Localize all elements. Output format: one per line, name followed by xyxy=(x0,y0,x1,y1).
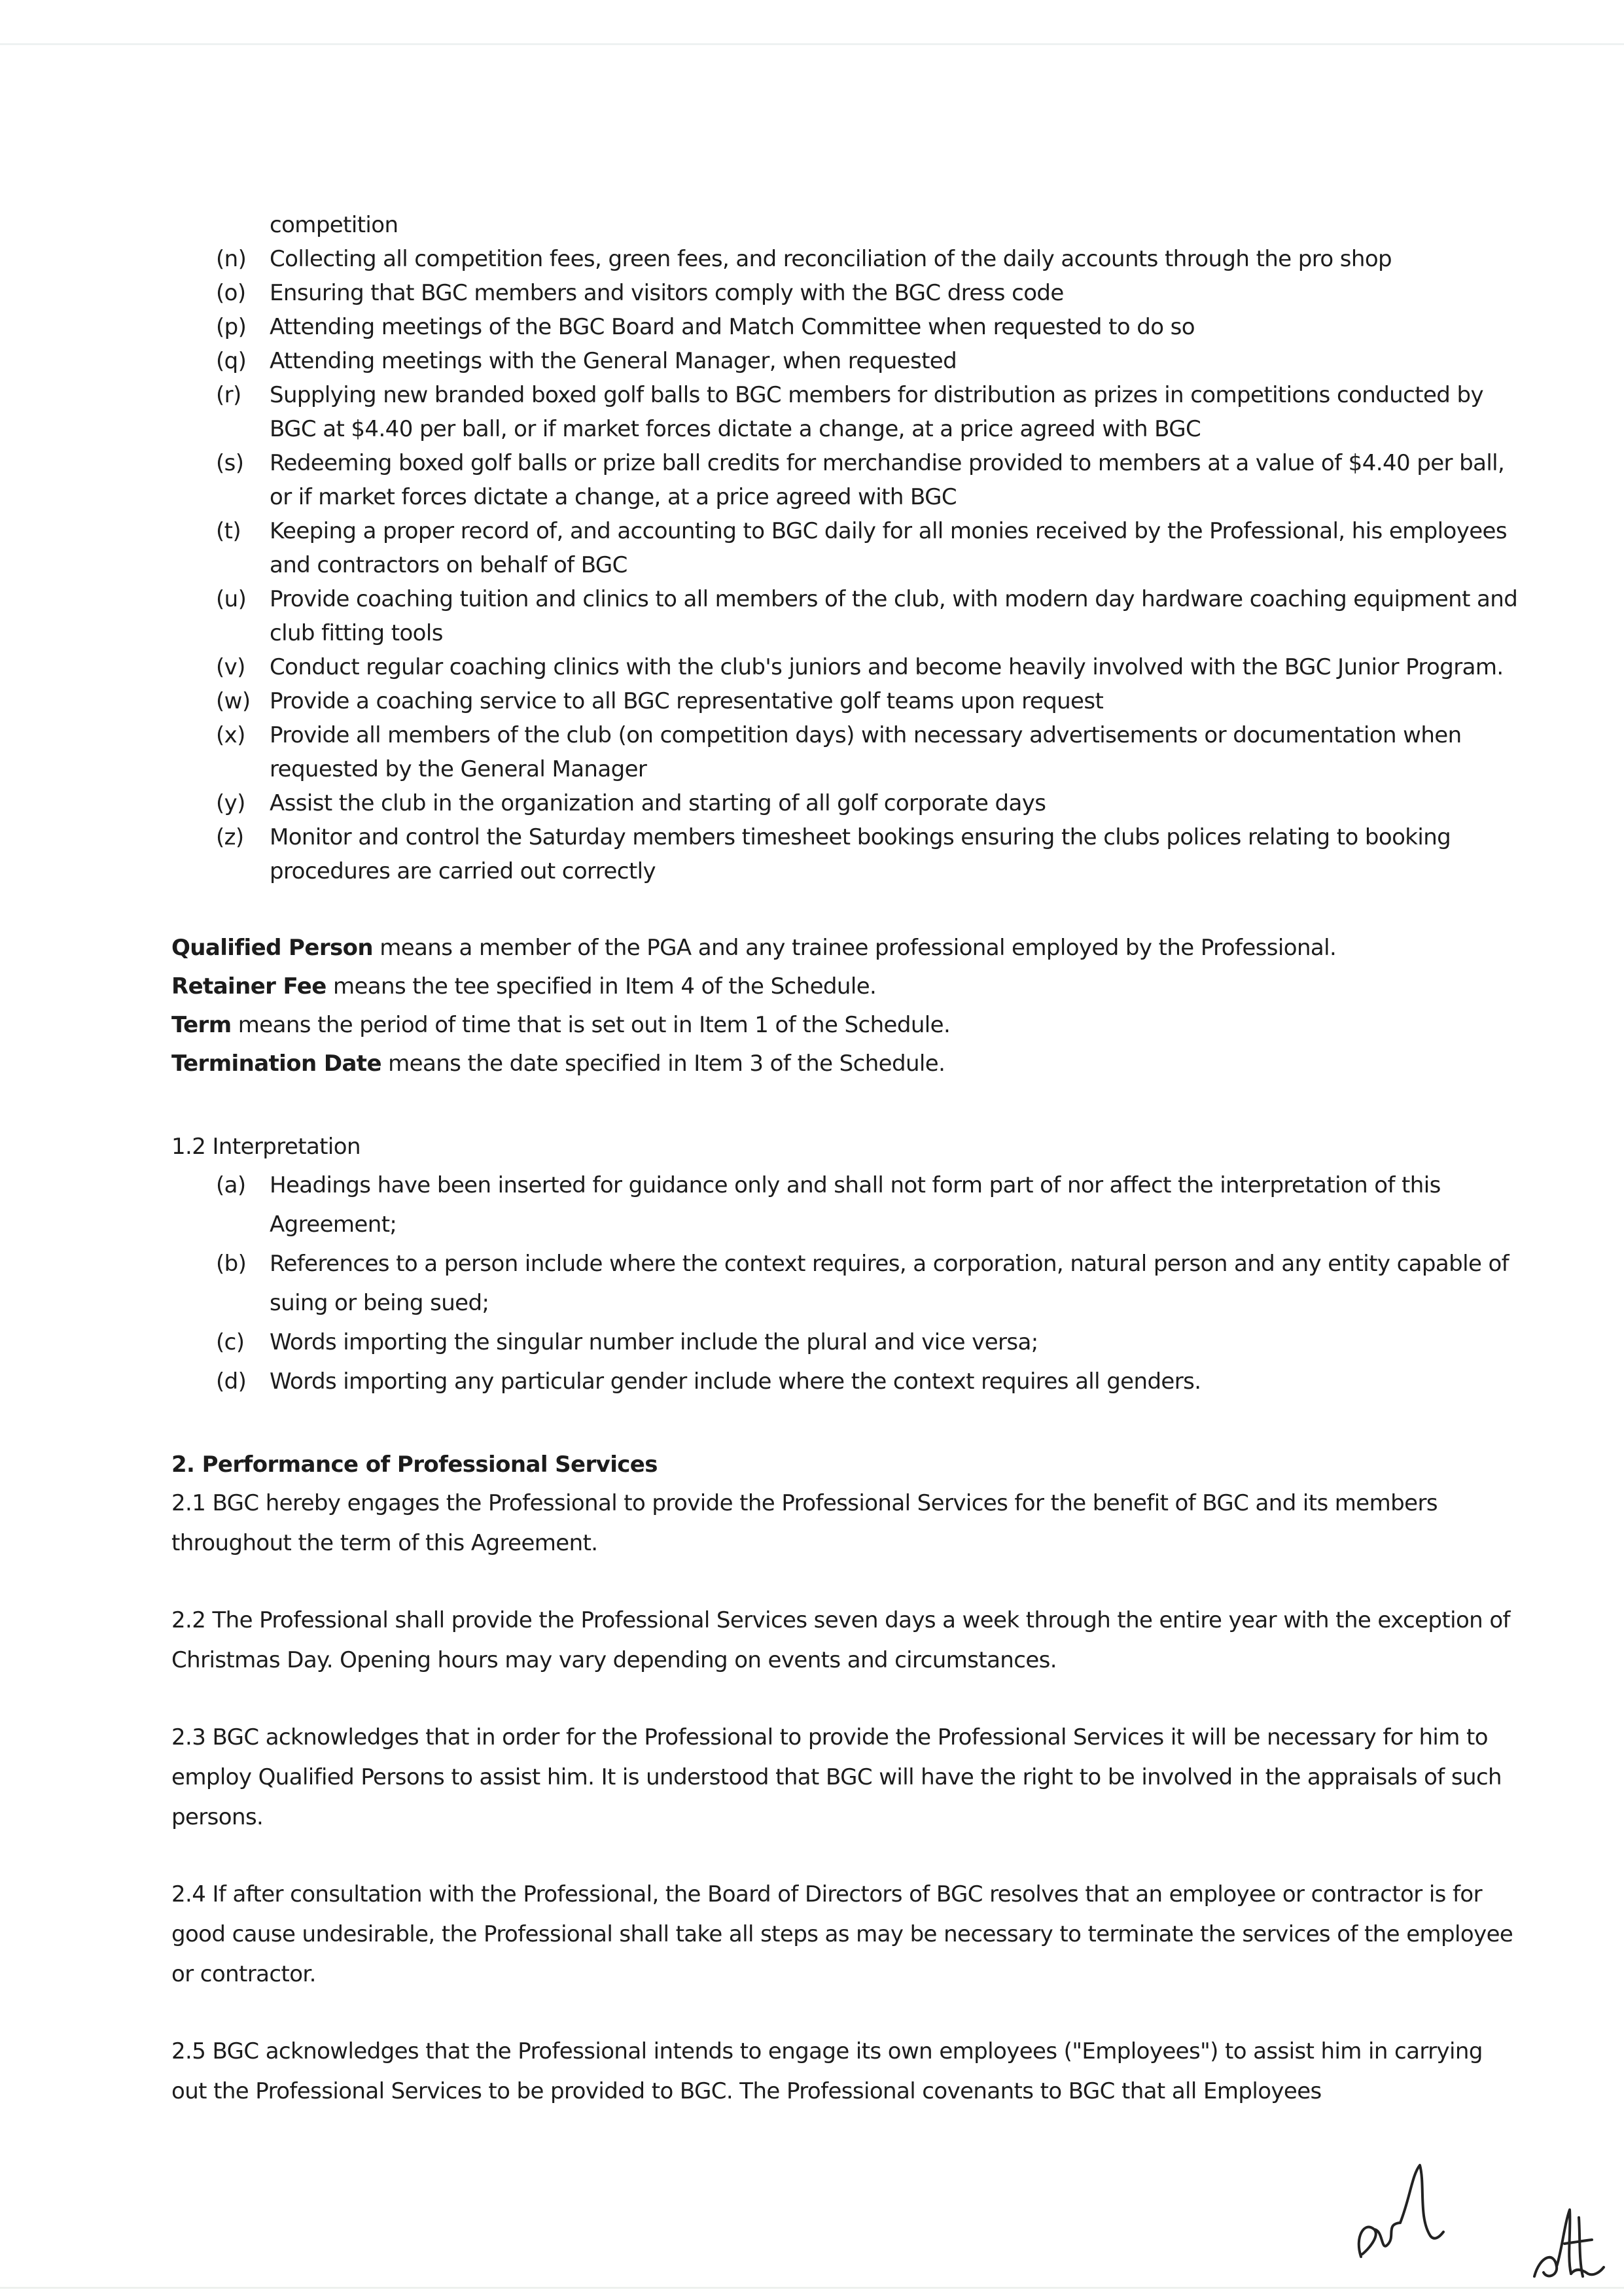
list-marker: (a) xyxy=(216,1172,246,1198)
definitions xyxy=(171,929,1519,1083)
definition-row xyxy=(171,929,1519,967)
definition-row xyxy=(171,967,1519,1006)
list-marker: (t) xyxy=(216,518,241,544)
list-item xyxy=(171,310,1519,344)
list-marker: (z) xyxy=(216,824,244,850)
definition-term: Termination Date xyxy=(171,1051,381,1077)
list-item xyxy=(171,1244,1519,1323)
interpretation-heading: 1.2 Interpretation xyxy=(171,1134,361,1160)
list-item xyxy=(171,446,1519,514)
list-item xyxy=(171,718,1519,786)
list-marker: (n) xyxy=(216,246,247,272)
list-item xyxy=(171,820,1519,888)
list-item xyxy=(171,514,1519,582)
list-item-text: Redeeming boxed golf balls or prize ball credits for merchandise provided to members at a value of $4.40 per ball, or if market forces dictate a change, at a price agreed with BGC xyxy=(270,450,1505,510)
list-item-text: Provide a coaching service to all BGC representative golf teams upon request xyxy=(270,688,1104,714)
list-marker: (p) xyxy=(216,314,247,340)
list-marker: (u) xyxy=(216,586,247,612)
scan-top-edge xyxy=(0,43,1624,45)
section-heading: 2. Performance of Professional Services xyxy=(171,1452,658,1478)
list-item xyxy=(171,582,1519,650)
list-marker: (b) xyxy=(216,1251,247,1277)
services-list xyxy=(171,208,1519,888)
list-marker: (d) xyxy=(216,1368,247,1395)
list-item xyxy=(171,1323,1519,1362)
list-marker: (o) xyxy=(216,280,246,306)
list-item-text: Provide all members of the club (on competition days) with necessary advertisements or documentation when requested by the General Manager xyxy=(270,722,1462,782)
list-item-text: Keeping a proper record of, and accounting to BGC daily for all monies received by the Professional, his employees and contractors on behalf of BGC xyxy=(270,518,1507,578)
list-item-text: Provide coaching tuition and clinics to all members of the club, with modern day hardware coaching equipment and club fitting tools xyxy=(270,586,1518,646)
list-item-text: Collecting all competition fees, green fees, and reconciliation of the daily accounts through the pro shop xyxy=(270,246,1392,272)
list-item-text: Monitor and control the Saturday members timesheet bookings ensuring the clubs polices relating to booking procedures are carried out correctly xyxy=(270,824,1451,884)
document-body xyxy=(171,208,1519,2112)
interpretation-list xyxy=(171,1166,1519,1401)
list-marker: (y) xyxy=(216,790,245,816)
list-marker: (r) xyxy=(216,382,241,408)
paragraph: 2.5 BGC acknowledges that the Professional intends to engage its own employees ("Employees") to assist him in carrying out the Professional Services to be provided to BGC. The Professional covenants to BGC that all Employees xyxy=(171,2038,1483,2104)
list-item xyxy=(171,344,1519,378)
definition-text: means the period of time that is set out in Item 1 of the Schedule. xyxy=(231,1012,951,1038)
list-item-text: Supplying new branded boxed golf balls to BGC members for distribution as prizes in competitions conducted by BGC at $4.40 per ball, or if market forces dictate a change, at a price agreed with BGC xyxy=(270,382,1483,442)
definition-text: means the tee specified in Item 4 of the Schedule. xyxy=(326,973,877,1000)
list-item-text: Headings have been inserted for guidance only and shall not form part of nor affect the interpretation of this Agreement; xyxy=(270,1172,1441,1238)
list-item xyxy=(171,684,1519,718)
definition-text: means a member of the PGA and any trainee professional employed by the Professional. xyxy=(373,935,1337,961)
paragraph: 2.3 BGC acknowledges that in order for the Professional to provide the Professional Services it will be necessary for him to employ Qualified Persons to assist him. It is understood that BGC will have the right to be involved in the appraisals of such persons. xyxy=(171,1724,1502,1830)
list-item-text: Attending meetings of the BGC Board and Match Committee when requested to do so xyxy=(270,314,1195,340)
list-item-text: Attending meetings with the General Manager, when requested xyxy=(270,348,957,374)
list-item-text: Conduct regular coaching clinics with the club's juniors and become heavily involved with the BGC Junior Program. xyxy=(270,654,1504,680)
list-item-text: competition xyxy=(270,212,398,238)
list-item xyxy=(171,650,1519,684)
signature-2-icon xyxy=(1528,2204,1606,2283)
list-marker: (s) xyxy=(216,450,244,476)
definition-term: Retainer Fee xyxy=(171,973,327,1000)
list-item-text: Words importing the singular number include the plural and vice versa; xyxy=(270,1329,1038,1355)
list-marker: (v) xyxy=(216,654,245,680)
paragraph: 2.1 BGC hereby engages the Professional to provide the Professional Services for the benefit of BGC and its members throughout the term of this Agreement. xyxy=(171,1490,1438,1556)
definition-term: Term xyxy=(171,1012,232,1038)
definition-text: means the date specified in Item 3 of the Schedule. xyxy=(381,1051,945,1077)
list-marker: (c) xyxy=(216,1329,245,1355)
list-item xyxy=(171,786,1519,820)
signature-1-icon xyxy=(1348,2159,1453,2263)
section-body xyxy=(171,1484,1519,2112)
list-marker: (x) xyxy=(216,722,245,748)
list-marker: (w) xyxy=(216,688,251,714)
definition-row xyxy=(171,1045,1519,1083)
list-item xyxy=(171,1166,1519,1244)
spacer xyxy=(171,888,1519,929)
list-item-text: References to a person include where the context requires, a corporation, natural person and any entity capable of suing or being sued; xyxy=(270,1251,1509,1316)
list-item xyxy=(171,242,1519,276)
list-marker: (q) xyxy=(216,348,247,374)
scan-bottom-edge xyxy=(0,2287,1624,2289)
list-item xyxy=(171,378,1519,446)
list-item-text: Assist the club in the organization and starting of all golf corporate days xyxy=(270,790,1046,816)
definition-row xyxy=(171,1006,1519,1045)
list-item xyxy=(171,1362,1519,1401)
paragraph: 2.2 The Professional shall provide the Professional Services seven days a week through the entire year with the exception of Christmas Day. Opening hours may vary depending on events and circumstances. xyxy=(171,1607,1510,1673)
list-item-text: Words importing any particular gender include where the context requires all genders. xyxy=(270,1368,1201,1395)
paragraph: 2.4 If after consultation with the Professional, the Board of Directors of BGC resolves that an employee or contractor is for good cause undesirable, the Professional shall take all steps as may be necessary to terminate the services of the employee or contractor. xyxy=(171,1881,1513,1987)
list-item xyxy=(171,208,1519,242)
list-item-text: Ensuring that BGC members and visitors comply with the BGC dress code xyxy=(270,280,1064,306)
list-item xyxy=(171,276,1519,310)
definition-term: Qualified Person xyxy=(171,935,373,961)
